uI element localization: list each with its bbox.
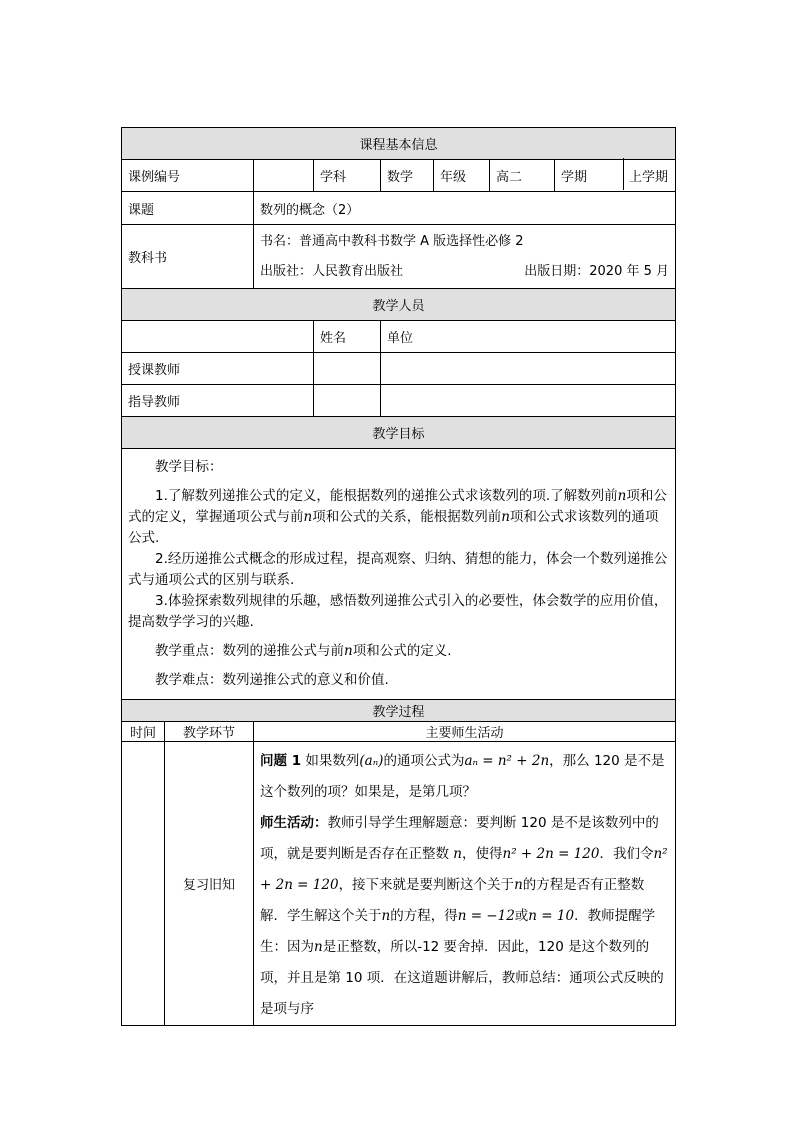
name-label: 姓名 (314, 321, 381, 353)
question-1: 问题 1 如果数列(aₙ)的通项公式为aₙ = n² + 2n，那么 120 是不是这个数列的项？如果是，是第几项？ (260, 753, 665, 800)
goal-3: 3.体验探索数列规律的乐趣，感悟数列递推公式引入的必要性，体会数学的应用价值，提高数学学习的兴趣. (128, 593, 668, 630)
goals-header: 教学目标 (122, 417, 676, 449)
teacher-label: 授课教师 (122, 353, 314, 385)
textbook-info (254, 225, 676, 289)
case-no-label: 课例编号 (122, 160, 254, 192)
time-label: 时间 (122, 722, 165, 742)
basic-info-header: 课程基本信息 (122, 128, 676, 160)
topic-label: 课题 (122, 192, 254, 225)
grade-label: 年级 (434, 160, 490, 192)
textbook-label: 教科书 (122, 225, 254, 289)
grade-value: 高二 (490, 160, 555, 192)
publisher: 出版社：人民教育出版社 (260, 263, 404, 279)
course-table (121, 127, 676, 1026)
stage-label: 教学环节 (165, 722, 254, 742)
term-cell (555, 160, 676, 192)
staff-blank (122, 321, 314, 353)
advisor-label: 指导教师 (122, 385, 314, 417)
lesson-plan (121, 127, 675, 1026)
subject-label: 学科 (314, 160, 381, 192)
advisor-unit (381, 385, 676, 417)
key-point: 教学重点：数列的递推公式与前n项和公式的定义. (155, 643, 452, 659)
teacher-student-activity: 师生活动：教师引导学生理解题意：要判断 120 是不是该数列中的项，就是要判断是否存在正整数 n，使得n² + 2n = 120．我们令n² + 2n = 120，接下来就是要判断这个关于n的方程是否有正整数解．学生解这个关于n的方程，得n = −12或n = 10．教师提醒学生：因为n是正整数，所以-12 要舍掉．因此，120 是这个数列的项，并且是第 10 项．在这道题讲解后，教师总结：通项公式反映的是项与序 (260, 815, 668, 1017)
staff-header: 教学人员 (122, 289, 676, 321)
stage-review: 复习旧知 (165, 742, 254, 1026)
unit-label: 单位 (381, 321, 676, 353)
advisor-name (314, 385, 381, 417)
term-label: 学期 (561, 170, 588, 185)
teacher-name (314, 353, 381, 385)
goals-intro: 教学目标： (155, 459, 223, 475)
time-cell (122, 742, 165, 1026)
goal-1: 1.了解数列递推公式的定义，能根据数列的递推公式求该数列的项.了解数列前n项和公式的定义，掌握通项公式与前n项和公式的关系，能根据数列前n项和公式求该数列的通项公式. (128, 488, 667, 546)
activity-body (254, 742, 676, 1026)
publish-date: 出版日期：2020 年 5 月 (524, 263, 670, 279)
goals-body (122, 449, 676, 700)
term-value: 上学期 (629, 170, 669, 185)
teacher-unit (381, 353, 676, 385)
goal-2: 2.经历递推公式概念的形成过程，提高观察、归纳、猜想的能力，体会一个数列递推公式与通项公式的区别与联系. (128, 551, 668, 588)
difficulty-point: 教学难点：数列递推公式的意义和价值. (155, 672, 389, 688)
book-name: 书名：普通高中教科书数学 A 版选择性必修 2 (260, 233, 524, 249)
process-header: 教学过程 (122, 700, 676, 722)
activity-label: 主要师生活动 (254, 722, 676, 742)
case-no-value (254, 160, 314, 192)
topic-value: 数列的概念（2） (254, 192, 676, 225)
subject-value: 数学 (381, 160, 434, 192)
